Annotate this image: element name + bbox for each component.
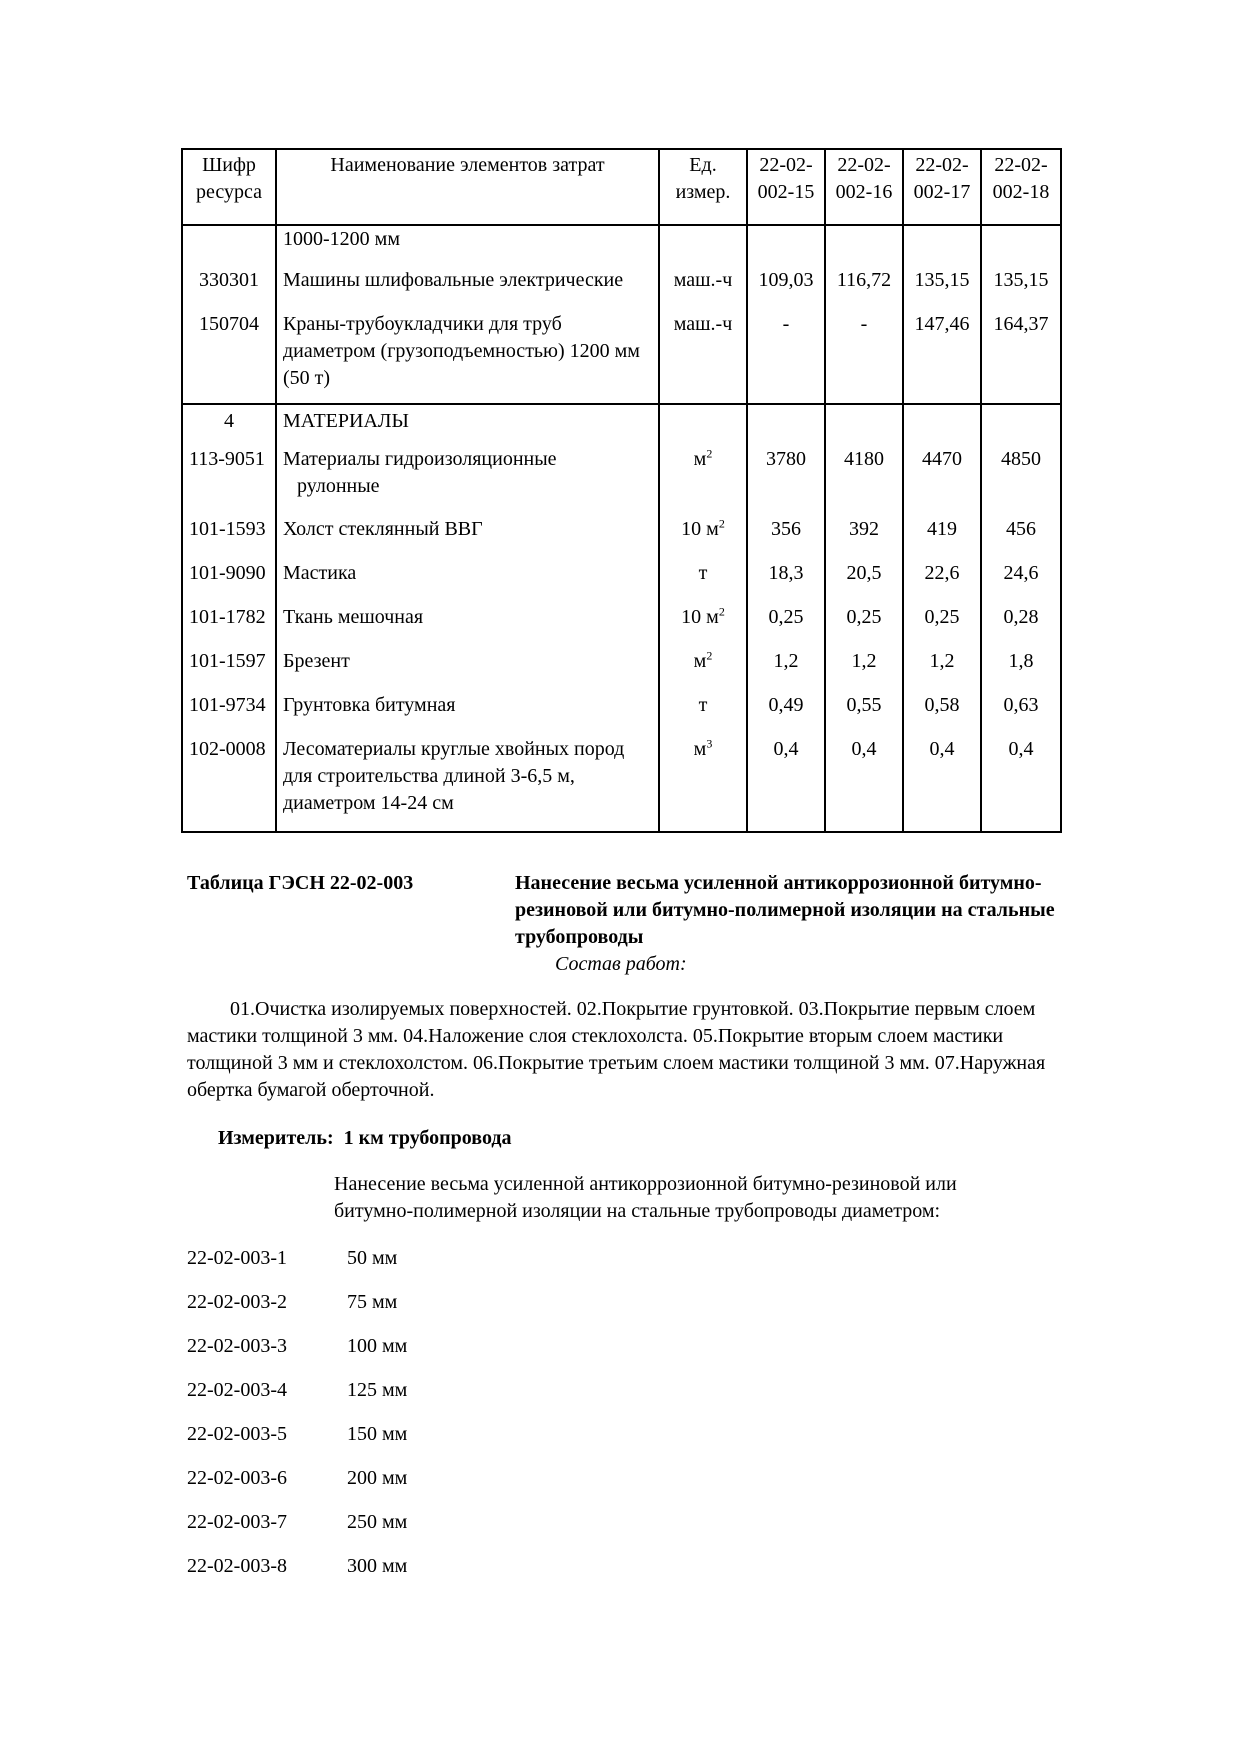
row-value: 4180 <box>825 446 903 516</box>
row-name: Ткань мешочная <box>276 604 659 648</box>
row-unit: маш.-ч <box>659 311 747 404</box>
header-unit: Ед. измер. <box>659 149 747 225</box>
resource-table <box>181 148 1062 833</box>
row-code: 101-9734 <box>182 692 276 736</box>
row-value: 24,6 <box>981 560 1061 604</box>
row-value: 18,3 <box>747 560 825 604</box>
row-value: 419 <box>903 516 981 560</box>
row-value: 22,6 <box>903 560 981 604</box>
row-code <box>182 225 276 267</box>
list-item-value: 200 мм <box>347 1467 408 1489</box>
row-value: 356 <box>747 516 825 560</box>
list-item-value: 150 мм <box>347 1423 408 1445</box>
row-value: 135,15 <box>981 267 1061 311</box>
row-unit: 10 $м^2$ <box>659 516 747 560</box>
row-name: Краны-трубоукладчики для труб диаметром (грузоподъемностью) 1200 мм (50 т) <box>276 311 659 404</box>
row-name: Машины шлифовальные электрические <box>276 267 659 311</box>
list-item-value: 125 мм <box>347 1379 408 1401</box>
row-value: 0,49 <box>747 692 825 736</box>
row-code: 102-0008 <box>182 736 276 832</box>
row-code: 330301 <box>182 267 276 311</box>
row-name: Грунтовка битумная <box>276 692 659 736</box>
row-unit: $м^2$ <box>659 648 747 692</box>
list-item-value: 250 мм <box>347 1511 408 1533</box>
list-item-code: 22-02-003-4 <box>187 1379 287 1401</box>
table-row <box>182 736 1061 832</box>
row-unit: $м^2$ <box>659 446 747 516</box>
list-item-code: 22-02-003-7 <box>187 1511 287 1533</box>
row-name: Мастика <box>276 560 659 604</box>
row-value: 0,25 <box>747 604 825 648</box>
row-value: 0,4 <box>825 736 903 832</box>
row-value: 20,5 <box>825 560 903 604</box>
row-value: 0,4 <box>903 736 981 832</box>
header-name: Наименование элементов затрат <box>276 149 659 225</box>
section-title: МАТЕРИАЛЫ <box>276 404 659 446</box>
row-value: 147,46 <box>903 311 981 404</box>
table-row <box>182 446 1061 516</box>
row-value: - <box>825 311 903 404</box>
row-name: Лесоматериалы круглые хвойных пород для строительства длиной 3-6,5 м, диаметром 14-24 см <box>276 736 659 832</box>
row-value: 0,63 <box>981 692 1061 736</box>
table-header-row <box>182 149 1061 225</box>
row-unit: $м^3$ <box>659 736 747 832</box>
header-col-2: 22-02-002-16 <box>825 149 903 225</box>
row-value: 392 <box>825 516 903 560</box>
row-value: 3780 <box>747 446 825 516</box>
row-name: Холст стеклянный ВВГ <box>276 516 659 560</box>
row-unit: т <box>659 692 747 736</box>
header-col-3: 22-02-002-17 <box>903 149 981 225</box>
table-heading: Нанесение весьма усиленной антикоррозионной битумно-резиновой или битумно-полимерной изоляции на стальные трубопроводы <box>515 872 1055 948</box>
row-unit: т <box>659 560 747 604</box>
table-row <box>182 311 1061 404</box>
row-code: 101-9090 <box>182 560 276 604</box>
list-item-value: 300 мм <box>347 1555 408 1577</box>
list-item-code: 22-02-003-8 <box>187 1555 287 1577</box>
list-item-code: 22-02-003-1 <box>187 1247 287 1269</box>
row-value: 1,2 <box>903 648 981 692</box>
row-value: 116,72 <box>825 267 903 311</box>
table-row <box>182 648 1061 692</box>
row-unit: маш.-ч <box>659 267 747 311</box>
row-value: 0,58 <box>903 692 981 736</box>
row-value: 456 <box>981 516 1061 560</box>
header-col-1: 22-02-002-15 <box>747 149 825 225</box>
row-code: 101-1597 <box>182 648 276 692</box>
meter-label: Измеритель: 1 км трубопровода <box>218 1127 512 1149</box>
row-value: 0,4 <box>747 736 825 832</box>
row-unit: 10 $м^2$ <box>659 604 747 648</box>
row-value: 164,37 <box>981 311 1061 404</box>
table-row <box>182 692 1061 736</box>
row-value: 0,25 <box>903 604 981 648</box>
row-name: 1000-1200 мм <box>276 225 659 267</box>
row-name: Материалы гидроизоляционные рулонные <box>276 446 659 516</box>
table-row <box>182 516 1061 560</box>
row-code: 101-1593 <box>182 516 276 560</box>
row-value: 0,28 <box>981 604 1061 648</box>
row-value: 0,55 <box>825 692 903 736</box>
list-item-code: 22-02-003-5 <box>187 1423 287 1445</box>
table-row <box>182 267 1061 311</box>
table-row <box>182 225 1061 267</box>
list-item-value: 75 мм <box>347 1291 398 1313</box>
row-value: 135,15 <box>903 267 981 311</box>
composition-text: 01.Очистка изолируемых поверхностей. 02.Покрытие грунтовкой. 03.Покрытие первым слоем мастики толщиной 3 мм. 04.Наложение слоя стеклохолста. 05.Покрытие вторым слоем мастики толщиной 3 мм и стеклохолстом. 06.Покрытие третьим слоем мастики толщиной 3 мм. 07.Наружная обертка бумагой оберточной. <box>187 998 1046 1101</box>
row-code: 113-9051 <box>182 446 276 516</box>
description-text: Нанесение весьма усиленной антикоррозионной битумно-резиновой или битумно-полимерной изоляции на стальные трубопроводы диаметром: <box>334 1173 957 1222</box>
row-value: 4470 <box>903 446 981 516</box>
row-value: 109,03 <box>747 267 825 311</box>
row-value: 1,8 <box>981 648 1061 692</box>
list-item-value: 100 мм <box>347 1335 408 1357</box>
list-item-value: 50 мм <box>347 1247 398 1269</box>
list-item-code: 22-02-003-6 <box>187 1467 287 1489</box>
row-code: 150704 <box>182 311 276 404</box>
header-col-4: 22-02-002-18 <box>981 149 1061 225</box>
composition-label: Состав работ: <box>555 953 687 975</box>
row-value: 4850 <box>981 446 1061 516</box>
row-value: - <box>747 311 825 404</box>
row-value: 0,25 <box>825 604 903 648</box>
table-row <box>182 604 1061 648</box>
row-value: 1,2 <box>747 648 825 692</box>
table-label: Таблица ГЭСН 22-02-003 <box>187 872 414 894</box>
row-code: 101-1782 <box>182 604 276 648</box>
row-name: Брезент <box>276 648 659 692</box>
table-row <box>182 560 1061 604</box>
row-value: 1,2 <box>825 648 903 692</box>
section-row <box>182 404 1061 446</box>
list-item-code: 22-02-003-3 <box>187 1335 287 1357</box>
header-code: Шифр ресурса <box>182 149 276 225</box>
section-code: 4 <box>182 404 276 446</box>
row-value: 0,4 <box>981 736 1061 832</box>
list-item-code: 22-02-003-2 <box>187 1291 287 1313</box>
